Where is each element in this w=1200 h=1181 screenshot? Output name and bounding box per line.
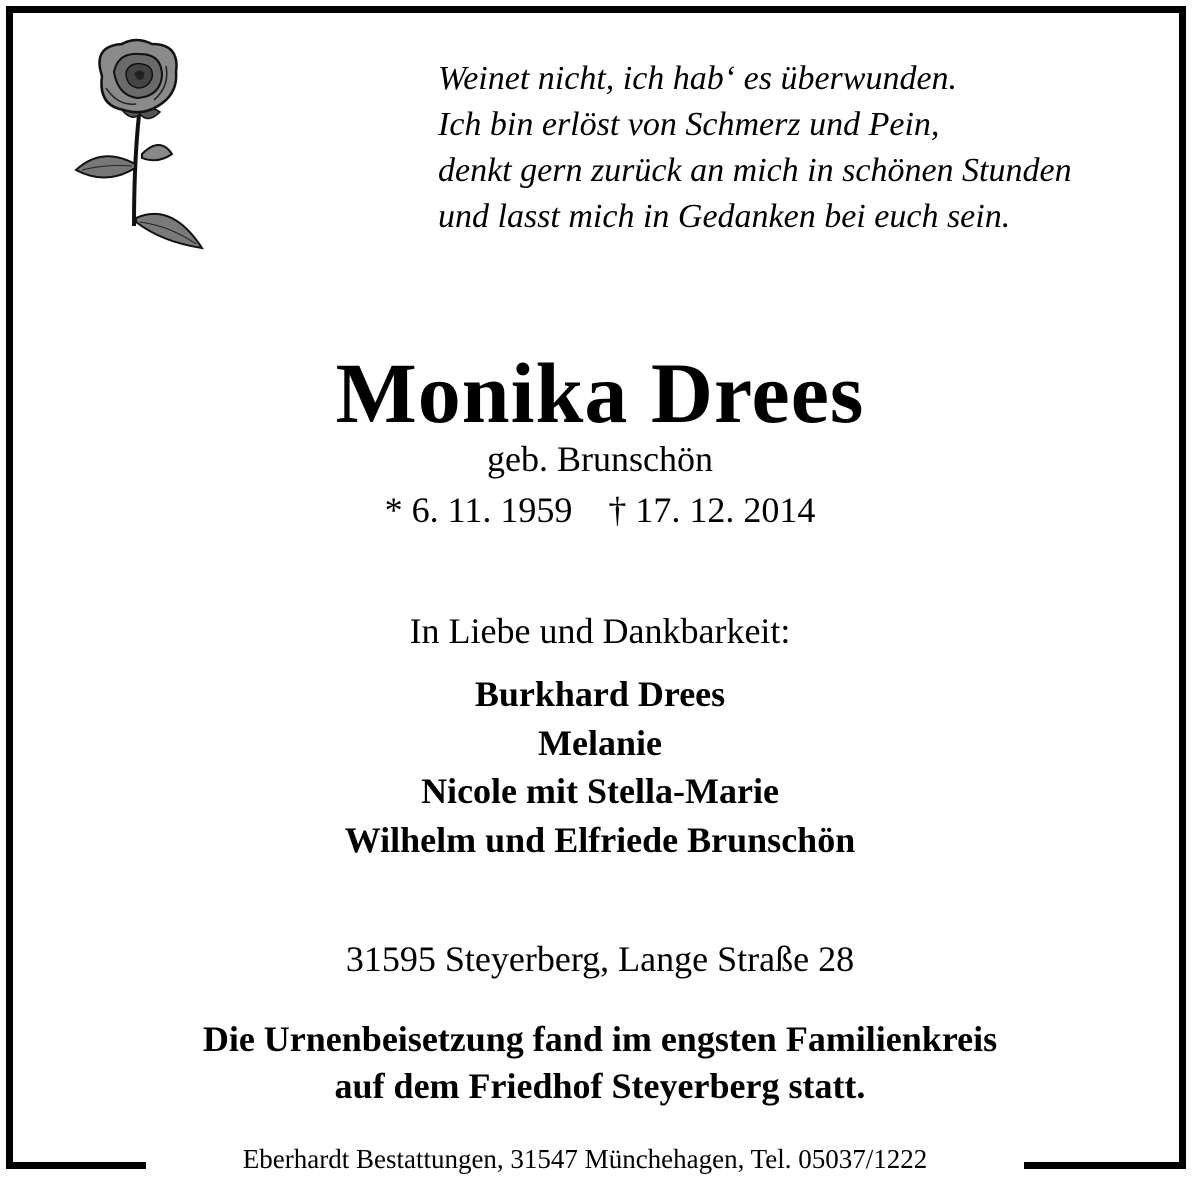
mourner-name: Melanie [538,722,662,763]
address: 31595 Steyerberg, Lange Straße 28 [345,939,855,979]
burial-notice [0,1016,1200,1110]
life-dates [0,489,1200,531]
bottom-rule-right [1024,1162,1186,1169]
mourner-name: Nicole mit Stella-Marie [421,771,779,811]
poem-line-4: und lasst mich in Gedanken bei euch sein. [438,198,1011,235]
birth-date: * 6. 11. 1959 [384,490,573,530]
burial-notice-line-2: auf dem Friedhof Steyerberg statt. [334,1066,866,1106]
mourner-name: Burkhard Drees [474,674,726,714]
bottom-rule-left [6,1162,146,1169]
birth-name: geb. Brunschön [487,439,713,479]
deceased-name: Monika Drees [335,345,865,441]
death-date: † 17. 12. 2014 [608,490,816,530]
mourners-intro: In Liebe und Dankbarkeit: [409,611,791,651]
poem [438,56,1158,240]
mourners-list [0,670,1200,864]
poem-line-2: Ich bin erlöst von Schmerz und Pein, [438,106,940,143]
poem-line-1: Weinet nicht, ich hab‘ es überwunden. [438,60,958,97]
burial-notice-line-1: Die Urnenbeisetzung fand im engsten Familienkreis [202,1019,998,1059]
funeral-home-footer: Eberhardt Bestattungen, 31547 Münchehagen, Tel. 05037/1222 [242,1144,928,1174]
poem-line-3: denkt gern zurück an mich in schönen Stunden [438,152,1072,189]
mourner-name: Wilhelm und Elfriede Brunschön [344,819,856,860]
rose-icon [62,36,212,256]
